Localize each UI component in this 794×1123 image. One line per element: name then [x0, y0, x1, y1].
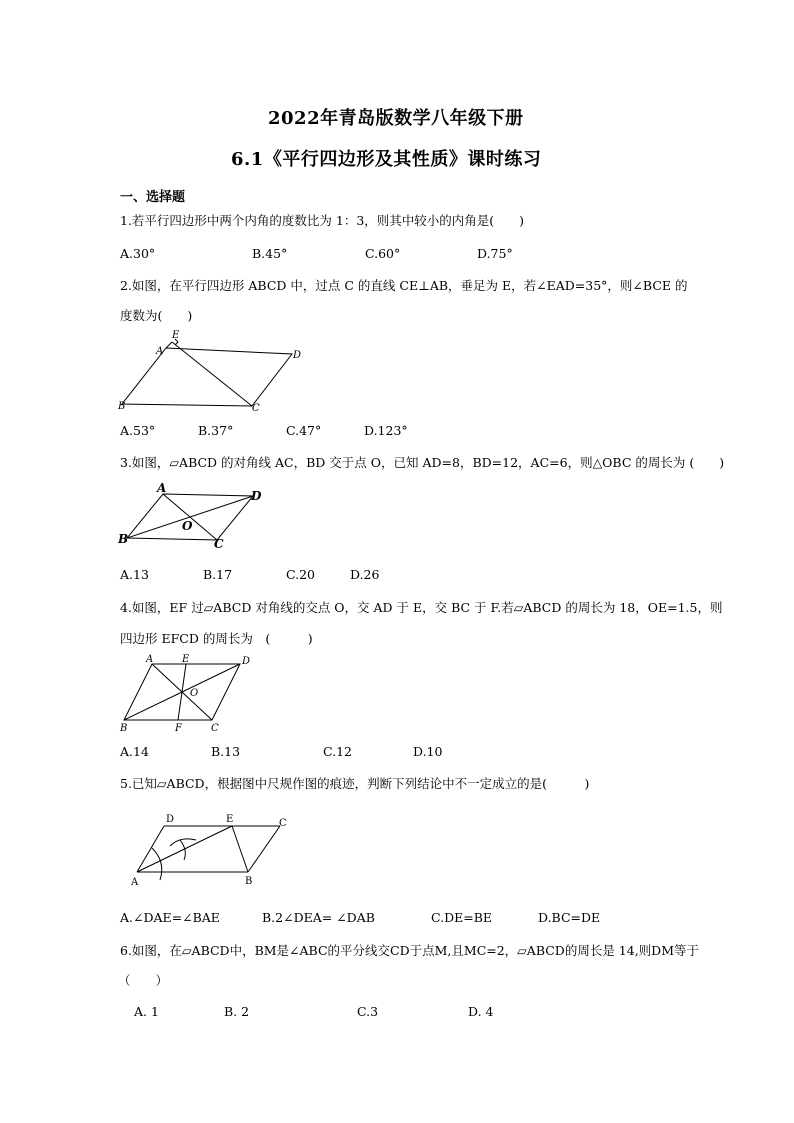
question-3-stem: 3.如图，▱ABCD 的对角线 AC，BD 交于点 O，已知 AD=8，BD=12，AC=6，则△OBC 的周长为 ( )	[120, 455, 725, 470]
document-title: 2022年青岛版数学八年级下册	[268, 108, 524, 129]
q3-label-c: C	[214, 537, 224, 551]
q2-label-c: C	[252, 403, 260, 414]
q4-label-c: C	[211, 723, 219, 734]
q4-label-f: F	[175, 723, 182, 734]
q5-label-e: E	[226, 814, 234, 825]
question-4-option-b: B.13	[211, 744, 241, 759]
q3-label-a: A	[157, 481, 167, 495]
q3-label-o: O	[182, 519, 193, 533]
document-subtitle: 6.1《平行四边形及其性质》课时练习	[231, 149, 542, 170]
question-2-stem-line-2: 度数为( )	[120, 308, 193, 323]
q5-side-cb	[248, 826, 280, 872]
question-2-option-d: D.123°	[364, 423, 408, 438]
question-6-option-b: B. 2	[224, 1004, 250, 1019]
question-2-option-a: A.53°	[120, 423, 156, 438]
q2-label-a: A	[156, 346, 164, 357]
question-4-option-c: C.12	[323, 744, 352, 759]
q5-label-b: B	[245, 876, 253, 887]
question-5-option-a: A.∠DAE=∠BAE	[120, 910, 220, 925]
question-3-option-d: D.26	[350, 567, 380, 582]
question-2-stem-line-1: 2.如图，在平行四边形 ABCD 中，过点 C 的直线 CE⊥AB，垂足为 E，若∠EAD=35°，则∠BCE 的	[120, 278, 688, 293]
q4-label-d: D	[242, 656, 251, 667]
question-2-option-c: C.47°	[286, 423, 322, 438]
q4-label-b: B	[120, 723, 128, 734]
q5-label-a: A	[131, 877, 139, 888]
question-6-option-c: C.3	[357, 1004, 379, 1019]
question-2-option-b: B.37°	[198, 423, 234, 438]
question-1-option-c: C.60°	[365, 246, 401, 261]
question-5-option-c: C.DE=BE	[431, 910, 493, 925]
question-6-option-d: D. 4	[468, 1004, 494, 1019]
q5-segment-eb	[232, 826, 248, 872]
question-3-option-b: B.17	[203, 567, 233, 582]
q4-label-o: O	[190, 688, 199, 699]
question-4-stem-line-1: 4.如图，EF 过▱ABCD 对角线的交点 O，交 AD 于 E，交 BC 于 F.若▱ABCD 的周长为 18，OE=1.5，则	[120, 600, 723, 615]
q5-label-d: D	[166, 814, 175, 825]
question-3-option-c: C.20	[286, 567, 315, 582]
question-4-stem-line-2: 四边形 EFCD 的周长为 ( )	[120, 631, 313, 646]
question-1-option-d: D.75°	[477, 246, 513, 261]
question-6-option-a: A. 1	[134, 1004, 159, 1019]
question-3-option-a: A.13	[120, 567, 149, 582]
q4-label-a: A	[146, 654, 154, 665]
question-4-option-a: A.14	[120, 744, 149, 759]
question-6-stem-line-2: （ ）	[118, 973, 169, 988]
question-1-stem: 1.若平行四边形中两个内角的度数比为 1：3，则其中较小的内角是( )	[120, 213, 525, 228]
q5-label-c: C	[279, 818, 287, 829]
q2-label-d: D	[293, 350, 302, 361]
section-heading: 一、选择题	[120, 190, 186, 205]
question-1-option-b: B.45°	[252, 246, 288, 261]
q4-label-e: E	[182, 654, 190, 665]
q3-label-b: B	[118, 532, 129, 546]
q3-label-d: D	[251, 489, 262, 503]
question-4-option-d: D.10	[413, 744, 443, 759]
q2-label-e: E	[172, 330, 180, 341]
question-6-stem-line-1: 6.如图，在▱ABCD中，BM是∠ABC的平分线交CD于点M,且MC=2，▱ABCD的周长是 14,则DM等于	[120, 943, 700, 958]
question-5-stem: 5.已知▱ABCD，根据图中尺规作图的痕迹，判断下列结论中不一定成立的是( )	[120, 776, 590, 791]
q2-label-b: B	[118, 401, 126, 412]
question-5-option-b: B.2∠DEA= ∠DAB	[262, 910, 375, 925]
question-5-option-d: D.BC=DE	[538, 910, 601, 925]
question-1-option-a: A.30°	[120, 246, 156, 261]
